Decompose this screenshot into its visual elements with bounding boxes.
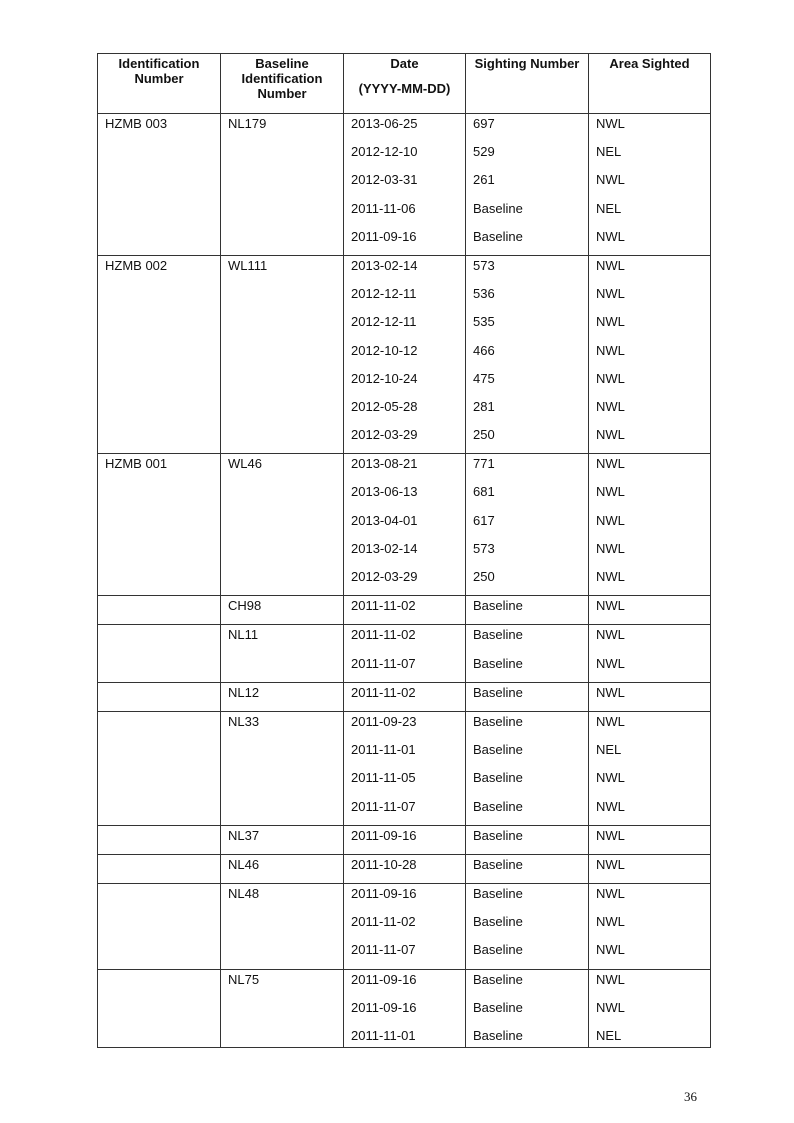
- cell-area-sighted: NWL: [589, 114, 711, 143]
- cell-area-sighted: NWL: [589, 567, 711, 596]
- table-row: [98, 255, 711, 284]
- cell-area-sighted: NWL: [589, 425, 711, 454]
- cell-baseline-identification-number: [221, 539, 344, 567]
- cell-identification-number: [98, 912, 221, 940]
- cell-baseline-identification-number: [221, 199, 344, 227]
- cell-identification-number: HZMB 001: [98, 454, 221, 483]
- cell-area-sighted: NWL: [589, 825, 711, 854]
- table-row: [98, 912, 711, 940]
- cell-area-sighted: NWL: [589, 682, 711, 711]
- cell-baseline-identification-number: NL11: [221, 625, 344, 654]
- table-row: [98, 170, 711, 198]
- cell-area-sighted: NWL: [589, 797, 711, 826]
- cell-sighting-number: 250: [466, 425, 589, 454]
- cell-baseline-identification-number: NL12: [221, 682, 344, 711]
- cell-date: 2011-11-02: [344, 912, 466, 940]
- sightings-table: [97, 53, 711, 1048]
- cell-area-sighted: NEL: [589, 740, 711, 768]
- cell-area-sighted: NWL: [589, 482, 711, 510]
- table-row: [98, 884, 711, 913]
- cell-area-sighted: NWL: [589, 454, 711, 483]
- table-row: [98, 454, 711, 483]
- table-row: [98, 312, 711, 340]
- cell-identification-number: [98, 482, 221, 510]
- cell-sighting-number: Baseline: [466, 1026, 589, 1048]
- table-row: [98, 567, 711, 596]
- cell-area-sighted: NWL: [589, 854, 711, 883]
- cell-identification-number: [98, 199, 221, 227]
- cell-date: 2013-06-25: [344, 114, 466, 143]
- cell-area-sighted: NWL: [589, 912, 711, 940]
- cell-baseline-identification-number: [221, 341, 344, 369]
- header-area-sighted: Area Sighted: [589, 54, 711, 114]
- cell-baseline-identification-number: [221, 312, 344, 340]
- table-row: [98, 539, 711, 567]
- cell-identification-number: [98, 511, 221, 539]
- cell-identification-number: [98, 397, 221, 425]
- cell-baseline-identification-number: [221, 797, 344, 826]
- cell-baseline-identification-number: [221, 940, 344, 969]
- cell-identification-number: [98, 940, 221, 969]
- cell-sighting-number: 261: [466, 170, 589, 198]
- cell-identification-number: [98, 170, 221, 198]
- header-sighting-number: Sighting Number: [466, 54, 589, 114]
- table-row: [98, 797, 711, 826]
- cell-area-sighted: NWL: [589, 397, 711, 425]
- cell-sighting-number: 281: [466, 397, 589, 425]
- cell-sighting-number: Baseline: [466, 969, 589, 998]
- cell-baseline-identification-number: [221, 397, 344, 425]
- cell-sighting-number: 529: [466, 142, 589, 170]
- cell-identification-number: [98, 369, 221, 397]
- cell-sighting-number: 573: [466, 255, 589, 284]
- cell-baseline-identification-number: NL46: [221, 854, 344, 883]
- header-identification-number: Identification Number: [98, 54, 221, 114]
- cell-sighting-number: Baseline: [466, 682, 589, 711]
- cell-date: 2012-03-29: [344, 425, 466, 454]
- table-row: [98, 740, 711, 768]
- cell-area-sighted: NWL: [589, 312, 711, 340]
- cell-identification-number: [98, 341, 221, 369]
- cell-area-sighted: NWL: [589, 170, 711, 198]
- cell-baseline-identification-number: [221, 170, 344, 198]
- cell-identification-number: [98, 682, 221, 711]
- cell-area-sighted: NEL: [589, 142, 711, 170]
- cell-baseline-identification-number: NL75: [221, 969, 344, 998]
- cell-date: 2013-04-01: [344, 511, 466, 539]
- cell-area-sighted: NWL: [589, 654, 711, 683]
- cell-area-sighted: NWL: [589, 284, 711, 312]
- cell-identification-number: [98, 625, 221, 654]
- cell-baseline-identification-number: [221, 227, 344, 256]
- cell-area-sighted: NWL: [589, 969, 711, 998]
- table-row: [98, 625, 711, 654]
- cell-area-sighted: NWL: [589, 539, 711, 567]
- cell-date: 2012-10-12: [344, 341, 466, 369]
- table-row: [98, 825, 711, 854]
- cell-identification-number: [98, 425, 221, 454]
- table-row: [98, 654, 711, 683]
- cell-baseline-identification-number: NL179: [221, 114, 344, 143]
- cell-sighting-number: Baseline: [466, 596, 589, 625]
- cell-area-sighted: NWL: [589, 511, 711, 539]
- cell-identification-number: [98, 567, 221, 596]
- table-row: [98, 511, 711, 539]
- cell-date: 2012-03-31: [344, 170, 466, 198]
- cell-baseline-identification-number: [221, 482, 344, 510]
- cell-date: 2012-12-10: [344, 142, 466, 170]
- cell-baseline-identification-number: CH98: [221, 596, 344, 625]
- cell-baseline-identification-number: [221, 740, 344, 768]
- cell-baseline-identification-number: WL111: [221, 255, 344, 284]
- cell-date: 2011-09-16: [344, 998, 466, 1026]
- cell-baseline-identification-number: [221, 425, 344, 454]
- table-row: [98, 142, 711, 170]
- cell-identification-number: [98, 797, 221, 826]
- cell-date: 2011-11-06: [344, 199, 466, 227]
- cell-identification-number: HZMB 002: [98, 255, 221, 284]
- table-row: [98, 998, 711, 1026]
- cell-date: 2013-02-14: [344, 255, 466, 284]
- cell-sighting-number: Baseline: [466, 912, 589, 940]
- cell-sighting-number: Baseline: [466, 740, 589, 768]
- table-body: [98, 114, 711, 1048]
- cell-sighting-number: 697: [466, 114, 589, 143]
- table-row: [98, 682, 711, 711]
- cell-baseline-identification-number: [221, 567, 344, 596]
- cell-area-sighted: NWL: [589, 227, 711, 256]
- cell-date: 2011-11-02: [344, 625, 466, 654]
- table-row: [98, 397, 711, 425]
- cell-date: 2011-11-01: [344, 740, 466, 768]
- cell-identification-number: [98, 227, 221, 256]
- cell-date: 2011-09-16: [344, 825, 466, 854]
- cell-identification-number: [98, 740, 221, 768]
- table-row: [98, 596, 711, 625]
- cell-sighting-number: Baseline: [466, 940, 589, 969]
- cell-sighting-number: Baseline: [466, 711, 589, 740]
- cell-sighting-number: 536: [466, 284, 589, 312]
- cell-date: 2011-10-28: [344, 854, 466, 883]
- cell-sighting-number: 771: [466, 454, 589, 483]
- cell-date: 2011-11-07: [344, 654, 466, 683]
- cell-identification-number: [98, 711, 221, 740]
- cell-sighting-number: 466: [466, 341, 589, 369]
- cell-date: 2011-11-07: [344, 797, 466, 826]
- cell-date: 2012-12-11: [344, 284, 466, 312]
- table-row: [98, 199, 711, 227]
- cell-date: 2012-12-11: [344, 312, 466, 340]
- cell-area-sighted: NWL: [589, 768, 711, 796]
- cell-sighting-number: Baseline: [466, 768, 589, 796]
- table-row: [98, 369, 711, 397]
- cell-date: 2012-05-28: [344, 397, 466, 425]
- cell-sighting-number: Baseline: [466, 854, 589, 883]
- cell-sighting-number: Baseline: [466, 825, 589, 854]
- table-row: [98, 854, 711, 883]
- cell-date: 2011-09-16: [344, 969, 466, 998]
- cell-date: 2013-08-21: [344, 454, 466, 483]
- header-date-label: Date: [390, 56, 419, 71]
- cell-baseline-identification-number: [221, 768, 344, 796]
- cell-baseline-identification-number: NL37: [221, 825, 344, 854]
- cell-date: 2011-09-23: [344, 711, 466, 740]
- cell-baseline-identification-number: [221, 142, 344, 170]
- cell-identification-number: [98, 884, 221, 913]
- cell-sighting-number: Baseline: [466, 654, 589, 683]
- table-row: [98, 1026, 711, 1048]
- cell-baseline-identification-number: [221, 654, 344, 683]
- cell-identification-number: [98, 284, 221, 312]
- cell-area-sighted: NWL: [589, 998, 711, 1026]
- cell-date: 2011-09-16: [344, 227, 466, 256]
- cell-sighting-number: 475: [466, 369, 589, 397]
- cell-area-sighted: NWL: [589, 711, 711, 740]
- cell-identification-number: [98, 825, 221, 854]
- cell-baseline-identification-number: [221, 912, 344, 940]
- cell-identification-number: HZMB 003: [98, 114, 221, 143]
- cell-baseline-identification-number: [221, 1026, 344, 1048]
- cell-area-sighted: NWL: [589, 341, 711, 369]
- cell-identification-number: [98, 1026, 221, 1048]
- cell-area-sighted: NWL: [589, 369, 711, 397]
- cell-sighting-number: Baseline: [466, 199, 589, 227]
- table-row: [98, 969, 711, 998]
- cell-area-sighted: NWL: [589, 884, 711, 913]
- page-number: 36: [684, 1089, 697, 1104]
- table-row: [98, 711, 711, 740]
- header-baseline-identification-number: Baseline Identification Number: [221, 54, 344, 114]
- cell-identification-number: [98, 596, 221, 625]
- cell-identification-number: [98, 142, 221, 170]
- cell-baseline-identification-number: [221, 511, 344, 539]
- cell-sighting-number: 573: [466, 539, 589, 567]
- cell-identification-number: [98, 969, 221, 998]
- cell-baseline-identification-number: NL33: [221, 711, 344, 740]
- table-row: [98, 227, 711, 256]
- cell-identification-number: [98, 998, 221, 1026]
- cell-sighting-number: 250: [466, 567, 589, 596]
- cell-sighting-number: 617: [466, 511, 589, 539]
- table-row: [98, 341, 711, 369]
- cell-sighting-number: Baseline: [466, 227, 589, 256]
- header-date: [344, 54, 466, 114]
- cell-baseline-identification-number: [221, 284, 344, 312]
- header-date-format: (YYYY-MM-DD): [358, 81, 451, 96]
- cell-identification-number: [98, 654, 221, 683]
- cell-identification-number: [98, 312, 221, 340]
- cell-area-sighted: NWL: [589, 940, 711, 969]
- cell-identification-number: [98, 768, 221, 796]
- cell-date: 2011-11-02: [344, 682, 466, 711]
- cell-date: 2013-06-13: [344, 482, 466, 510]
- cell-identification-number: [98, 854, 221, 883]
- cell-date: 2011-11-05: [344, 768, 466, 796]
- cell-date: 2012-03-29: [344, 567, 466, 596]
- cell-date: 2013-02-14: [344, 539, 466, 567]
- cell-sighting-number: Baseline: [466, 884, 589, 913]
- table-row: [98, 768, 711, 796]
- header-row: [98, 54, 711, 114]
- cell-baseline-identification-number: WL46: [221, 454, 344, 483]
- table-row: [98, 425, 711, 454]
- cell-sighting-number: Baseline: [466, 998, 589, 1026]
- cell-area-sighted: NWL: [589, 625, 711, 654]
- cell-sighting-number: Baseline: [466, 797, 589, 826]
- cell-baseline-identification-number: [221, 369, 344, 397]
- cell-sighting-number: 535: [466, 312, 589, 340]
- cell-date: 2011-11-02: [344, 596, 466, 625]
- cell-baseline-identification-number: NL48: [221, 884, 344, 913]
- table-row: [98, 940, 711, 969]
- cell-area-sighted: NWL: [589, 596, 711, 625]
- table-row: [98, 482, 711, 510]
- cell-date: 2012-10-24: [344, 369, 466, 397]
- cell-baseline-identification-number: [221, 998, 344, 1026]
- cell-area-sighted: NEL: [589, 1026, 711, 1048]
- cell-identification-number: [98, 539, 221, 567]
- cell-date: 2011-09-16: [344, 884, 466, 913]
- table-row: [98, 114, 711, 143]
- cell-sighting-number: Baseline: [466, 625, 589, 654]
- cell-sighting-number: 681: [466, 482, 589, 510]
- cell-area-sighted: NEL: [589, 199, 711, 227]
- cell-area-sighted: NWL: [589, 255, 711, 284]
- table-row: [98, 284, 711, 312]
- cell-date: 2011-11-01: [344, 1026, 466, 1048]
- cell-date: 2011-11-07: [344, 940, 466, 969]
